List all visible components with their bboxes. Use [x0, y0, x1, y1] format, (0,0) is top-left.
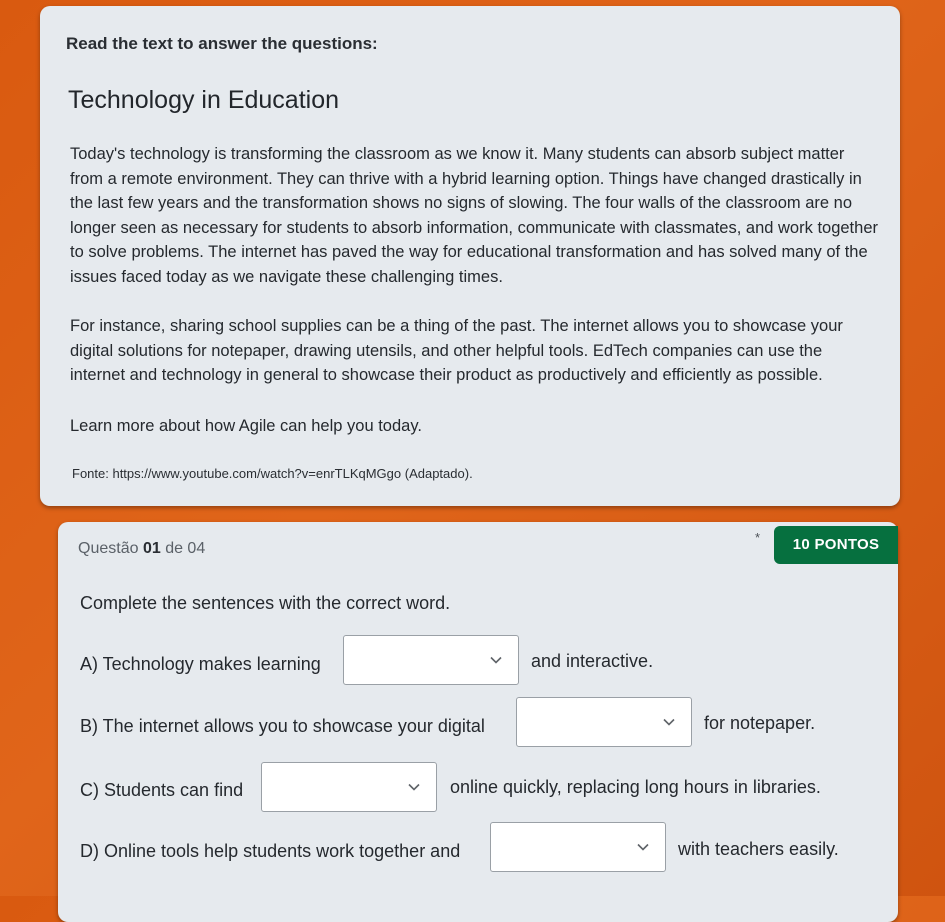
sentence-b-before: B) The internet allows you to showcase your digital	[80, 716, 485, 736]
source-citation: Fonte: https://www.youtube.com/watch?v=enrTLKqMGgo (Adaptado).	[72, 466, 473, 481]
question-number: 01	[142, 540, 161, 557]
question-counter	[78, 540, 205, 558]
required-mark: *	[755, 530, 761, 545]
question-counter-suffix: de 04	[165, 540, 206, 557]
paragraph-2: For instance, sharing school supplies can be a thing of the past. The internet allows you to showcase your digital solutions for notepaper, drawing utensils, and other helpful tools. EdTech companies can use the internet and technology in general to showcase their product as productively and efficiently as possible.	[70, 317, 843, 384]
sentence-a-after: and interactive.	[531, 651, 654, 671]
paragraph-1: Today's technology is transforming the classroom as we know it. Many students can absorb subject matter from a remote environment. They can thrive with a hybrid learning option. Things have changed drastically in the last few years and the transformation shows no signs of slowing. The four walls of the classroom are no longer seen as necessary for students to absorb information, communicate with classmates, and work together to solve problems. The internet has paved the way for educational transformation and has solved many of the issues faced today as we navigate these challenging times.	[70, 145, 878, 286]
sentence-b-after: for notepaper.	[704, 713, 816, 733]
sentence-c-before: C) Students can find	[80, 780, 244, 800]
chevron-down-icon	[408, 781, 420, 793]
sentence-d-before: D) Online tools help students work together and	[80, 841, 461, 861]
question-prompt: Complete the sentences with the correct word.	[80, 593, 451, 613]
text-title: Technology in Education	[68, 86, 340, 114]
chevron-down-icon	[637, 841, 649, 853]
answer-select-b[interactable]	[516, 697, 692, 747]
reading-instruction: Read the text to answer the questions:	[66, 34, 378, 53]
question-counter-prefix: Questão	[78, 540, 139, 557]
question-card	[58, 522, 898, 922]
answer-select-a[interactable]	[343, 635, 519, 685]
points-badge: 10 PONTOS	[774, 526, 898, 564]
answer-select-c[interactable]	[261, 762, 437, 812]
answer-select-d[interactable]	[490, 822, 666, 872]
chevron-down-icon	[490, 654, 502, 666]
paragraph-3: Learn more about how Agile can help you today.	[70, 417, 422, 435]
chevron-down-icon	[663, 716, 675, 728]
reading-card	[40, 6, 900, 506]
sentence-a-before: A) Technology makes learning	[80, 654, 321, 674]
sentence-c-after: online quickly, replacing long hours in libraries.	[450, 777, 821, 797]
sentence-d-after: with teachers easily.	[678, 839, 839, 859]
